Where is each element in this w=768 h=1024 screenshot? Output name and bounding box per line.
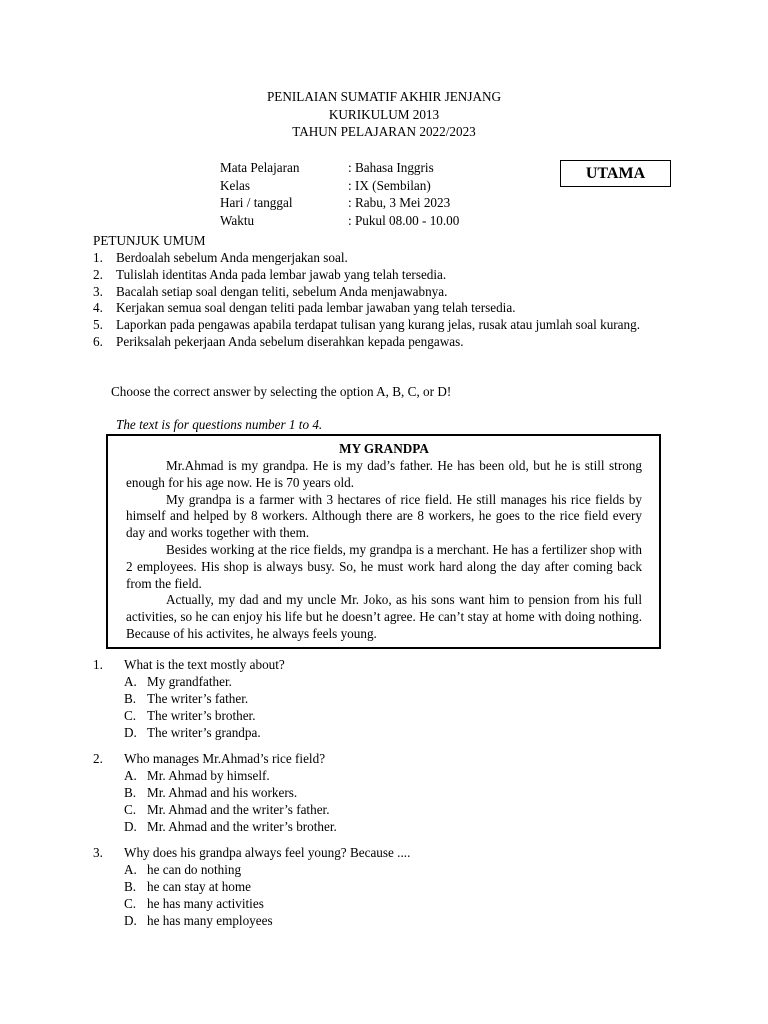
instruction-item: 6. Periksalah pekerjaan Anda sebelum diserahkan kepada pengawas. <box>93 333 464 349</box>
meta-date: Hari / tanggal : Rabu, 3 Mei 2023 <box>220 195 451 210</box>
instructions-title: PETUNJUK UMUM <box>93 233 206 248</box>
instruction-item: 4. Kerjakan semua soal dengan teliti pada lembar jawaban yang telah tersedia. <box>93 300 516 316</box>
answer-option[interactable]: C. Mr. Ahmad and the writer’s father. <box>124 802 330 817</box>
reading-passage <box>106 434 661 649</box>
question-stem: 3. Why does his grandpa always feel young? Because .... <box>93 845 411 860</box>
exam-header <box>0 89 768 142</box>
answer-option[interactable]: B. Mr. Ahmad and his workers. <box>124 785 298 800</box>
answer-option[interactable]: A. Mr. Ahmad by himself. <box>124 768 270 783</box>
passage-paragraph: Mr.Ahmad is my grandpa. He is my dad’s father. He has been old, but he is still strong enough for his age now. He is 70 years old. <box>126 458 642 490</box>
answer-option[interactable]: A. he can do nothing <box>124 862 242 877</box>
passage-paragraph: Besides working at the rice fields, my grandpa is a merchant. He has a fertilizer shop with 2 employees. His shop is always busy. So, he must work hard along the day after coming back from the field. <box>126 541 642 591</box>
meta-class: Kelas : IX (Sembilan) <box>220 177 431 193</box>
answer-option[interactable]: C. he has many activities <box>124 896 264 911</box>
meta-time: Waktu : Pukul 08.00 - 10.00 <box>220 212 460 228</box>
question-stem: 1. What is the text mostly about? <box>93 657 285 672</box>
question <box>93 657 673 742</box>
instruction-item: 5. Laporkan pada pengawas apabila terdapat tulisan yang kurang jelas, rusak atau jumlah soal kurang. <box>93 317 641 333</box>
question-list <box>93 657 673 939</box>
instructions-list <box>93 250 674 351</box>
passage-paragraph: My grandpa is a farmer with 3 hectares of rice field. He still manages his rice fields by himself and helped by 8 workers. Although there are 8 workers, he goes to the rice field every day and works together with them. <box>126 491 642 541</box>
question <box>93 751 673 836</box>
passage-paragraph: Actually, my dad and my uncle Mr. Joko, as his sons want him to pension from his full activities, so he can enjoy his life but he doesn’t agree. He can’t stay at home with doing nothing. Because of his activites, he always feels young. <box>126 592 642 641</box>
answer-option[interactable]: B. he can stay at home <box>124 879 251 894</box>
answer-option[interactable]: C. The writer’s brother. <box>124 708 256 723</box>
answer-directions: Choose the correct answer by selecting the option A, B, C, or D! <box>111 384 452 399</box>
exam-meta <box>220 160 459 230</box>
passage-title: MY GRANDPA <box>339 441 429 456</box>
answer-option[interactable]: D. The writer’s grandpa. <box>124 725 261 740</box>
instruction-item: 3. Bacalah setiap soal dengan teliti, sebelum Anda menjawabnya. <box>93 283 448 299</box>
text-scope-note: The text is for questions number 1 to 4. <box>116 417 323 432</box>
instruction-item: 1. Berdoalah sebelum Anda mengerjakan soal. <box>93 250 348 265</box>
curriculum-line: KURIKULUM 2013 <box>328 106 440 122</box>
answer-option[interactable]: D. Mr. Ahmad and the writer’s brother. <box>124 819 337 834</box>
answer-option[interactable]: B. The writer’s father. <box>124 691 249 706</box>
question-stem: 2. Who manages Mr.Ahmad’s rice field? <box>93 751 326 766</box>
meta-subject: Mata Pelajaran : Bahasa Inggris <box>220 160 434 175</box>
school-year-line: TAHUN PELAJARAN 2022/2023 <box>292 124 476 139</box>
answer-option[interactable]: D. he has many employees <box>124 913 273 928</box>
instruction-item: 2. Tulislah identitas Anda pada lembar jawab yang telah tersedia. <box>93 266 447 282</box>
question <box>93 845 673 930</box>
answer-option[interactable]: A. My grandfather. <box>124 674 232 689</box>
exam-title: PENILAIAN SUMATIF AKHIR JENJANG <box>266 89 502 104</box>
utama-badge: UTAMA <box>560 160 671 187</box>
